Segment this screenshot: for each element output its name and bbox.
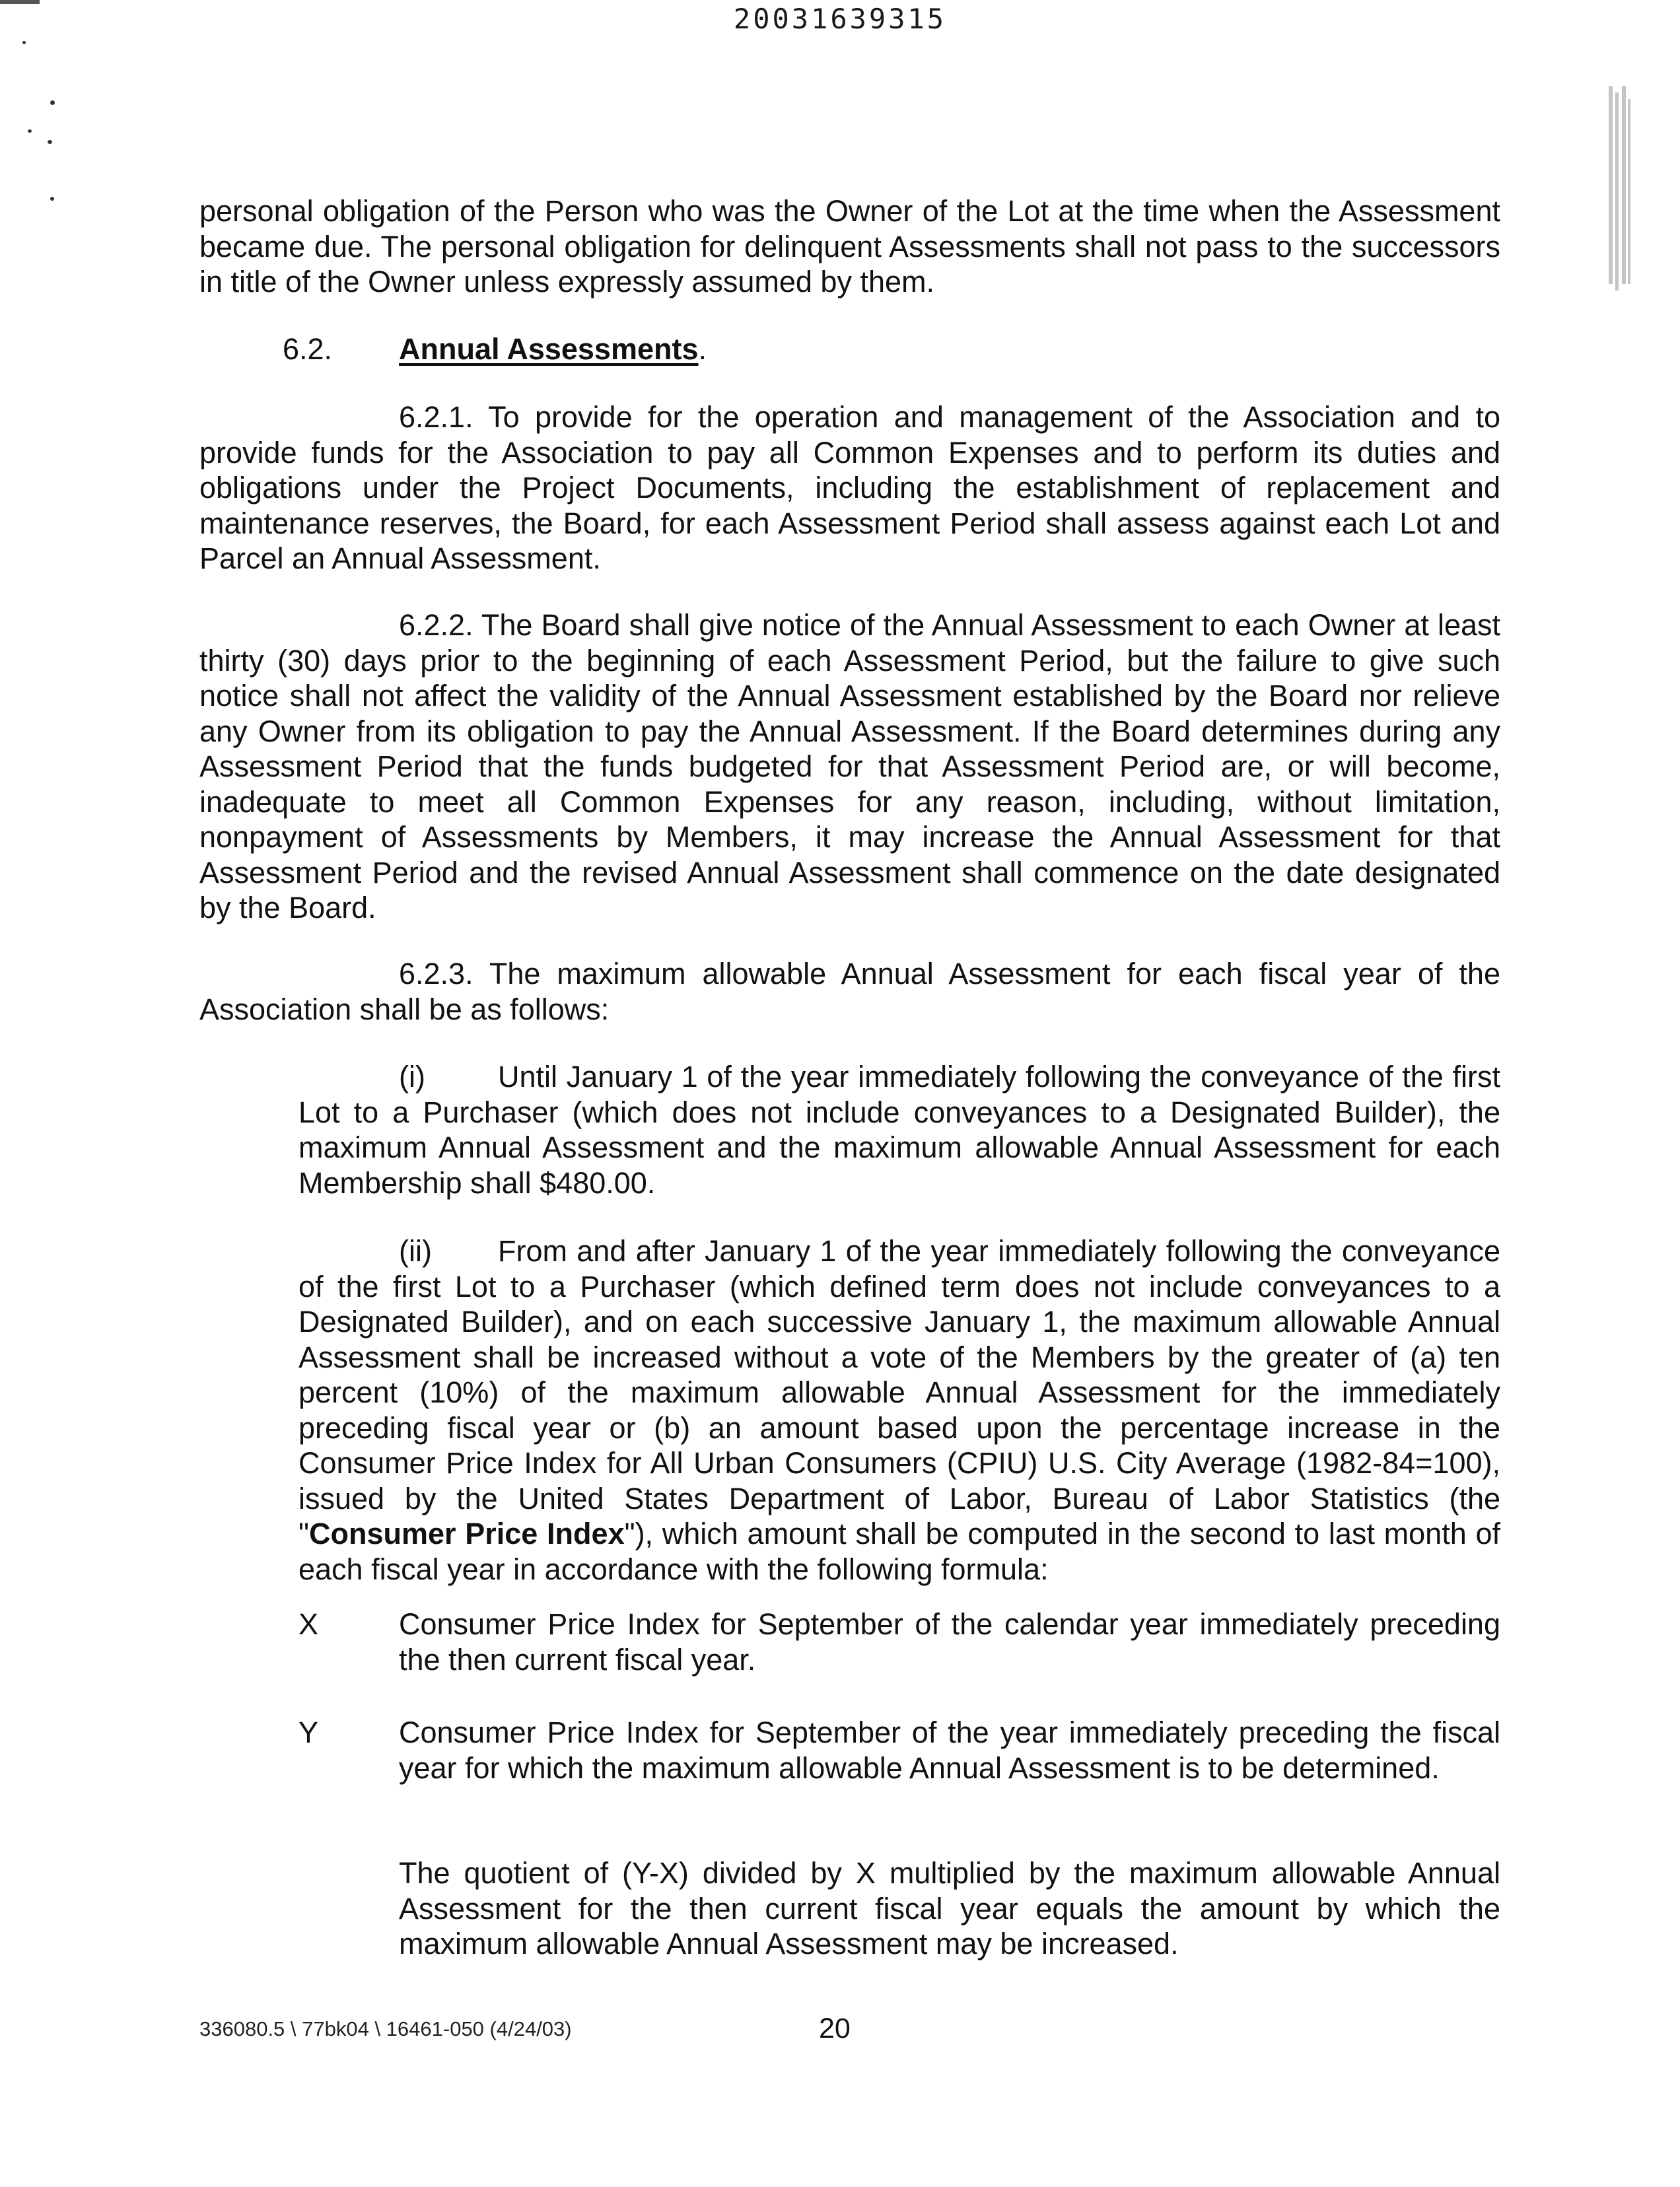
scan-speck [50,197,54,201]
subparagraph-i [298,1059,1500,1200]
subparagraph-i-text: Until January 1 of the year immediately following the conveyance of the first Lot to a Purchaser (which does not include conveyances to a Designated Builder), the maximum Annual Assessment and the maximum allowable Annual Assessment for each Membership shall $480.00. [298,1060,1500,1200]
page-number: 20 [819,2013,851,2044]
variable-x-definition: Consumer Price Index for September of the calendar year immediately preceding the then current fiscal year. [399,1607,1500,1677]
section-heading [283,331,707,366]
consumer-price-index-term: Consumer Price Index [308,1517,625,1550]
margin-stamp [1606,86,1632,297]
section-number: 6.2. [283,332,333,366]
variable-x-letter: X [298,1607,319,1641]
quotient-paragraph: The quotient of (Y-X) divided by X multiplied by the maximum allowable Annual Assessment for the then current fiscal year equals the amount by which the maximum allowable Annual Assessment may be increased. [399,1856,1500,1961]
subparagraph-ii-text-a: From and after January 1 of the year immediately following the conveyance of the first Lot to a Purchaser (which defined term does not include conveyances to a Designated Builder), and on each successive January 1, the maximum allowable Annual Assessment shall be increased without a vote of the Members by the greater of (a) ten percent (10%) of the maximum allowable Annual Assessment for the immediately preceding fiscal year or (b) an amount based upon the percentage increase in the Consumer Price Index for All Urban Consumers (CPIU) U.S. City Average (1982-84=100), issued by the United States Department of Labor, Bureau of Labor Statistics (the " [298,1234,1500,1550]
document-number: 20031639315 [733,3,947,35]
scan-speck [50,100,55,105]
scan-speck [22,41,26,44]
subparagraph-ii-text-b: "), which amount shall be computed in the second to last month of each fiscal year in accordance with the following formula: [298,1517,1500,1586]
section-title: Annual Assessments [399,332,699,366]
footer-reference: 336080.5 \ 77bk04 \ 16461-050 (4/24/03) [199,2017,572,2040]
paragraph-6-2-2: 6.2.2. The Board shall give notice of the Annual Assessment to each Owner at least thirty (30) days prior to the beginning of each Assessment Period, but the failure to give such notice shall not affect the validity of the Annual Assessment established by the Board nor relieve any Owner from its obligation to pay the Annual Assessment. If the Board determines during any Assessment Period that the funds budgeted for that Assessment Period are, or will become, inadequate to meet all Common Expenses for any reason, including, without limitation, nonpayment of Assessments by Members, it may increase the Annual Assessment for that Assessment Period and the revised Annual Assessment shall commence on the date designated by the Board. [199,608,1500,924]
paragraph-intro: personal obligation of the Person who was the Owner of the Lot at the time when the Assessment became due. The personal obligation for delinquent Assessments shall not pass to the successors in title of the Owner unless expressly assumed by them. [199,194,1500,298]
paragraph-6-2-3: 6.2.3. The maximum allowable Annual Assessment for each fiscal year of the Association shall be as follows: [199,957,1500,1026]
subparagraph-ii-label: (ii) [399,1234,432,1268]
scan-speck [48,140,52,144]
variable-y-definition: Consumer Price Index for September of the year immediately preceding the fiscal year for which the maximum allowable Annual Assessment is to be determined. [399,1716,1500,1785]
subparagraph-ii [298,1233,1500,1587]
section-title-period: . [698,332,707,366]
variable-y-letter: Y [298,1716,319,1749]
paragraph-6-2-1: 6.2.1. To provide for the operation and management of the Association and to provide funds for the Association to pay all Common Expenses and to perform its duties and obligations under the Project Documents, including the establishment of replacement and maintenance reserves, the Board, for each Assessment Period shall assess against each Lot and Parcel an Annual Assessment. [199,400,1500,575]
subparagraph-i-label: (i) [399,1060,425,1094]
scan-speck [28,129,32,133]
